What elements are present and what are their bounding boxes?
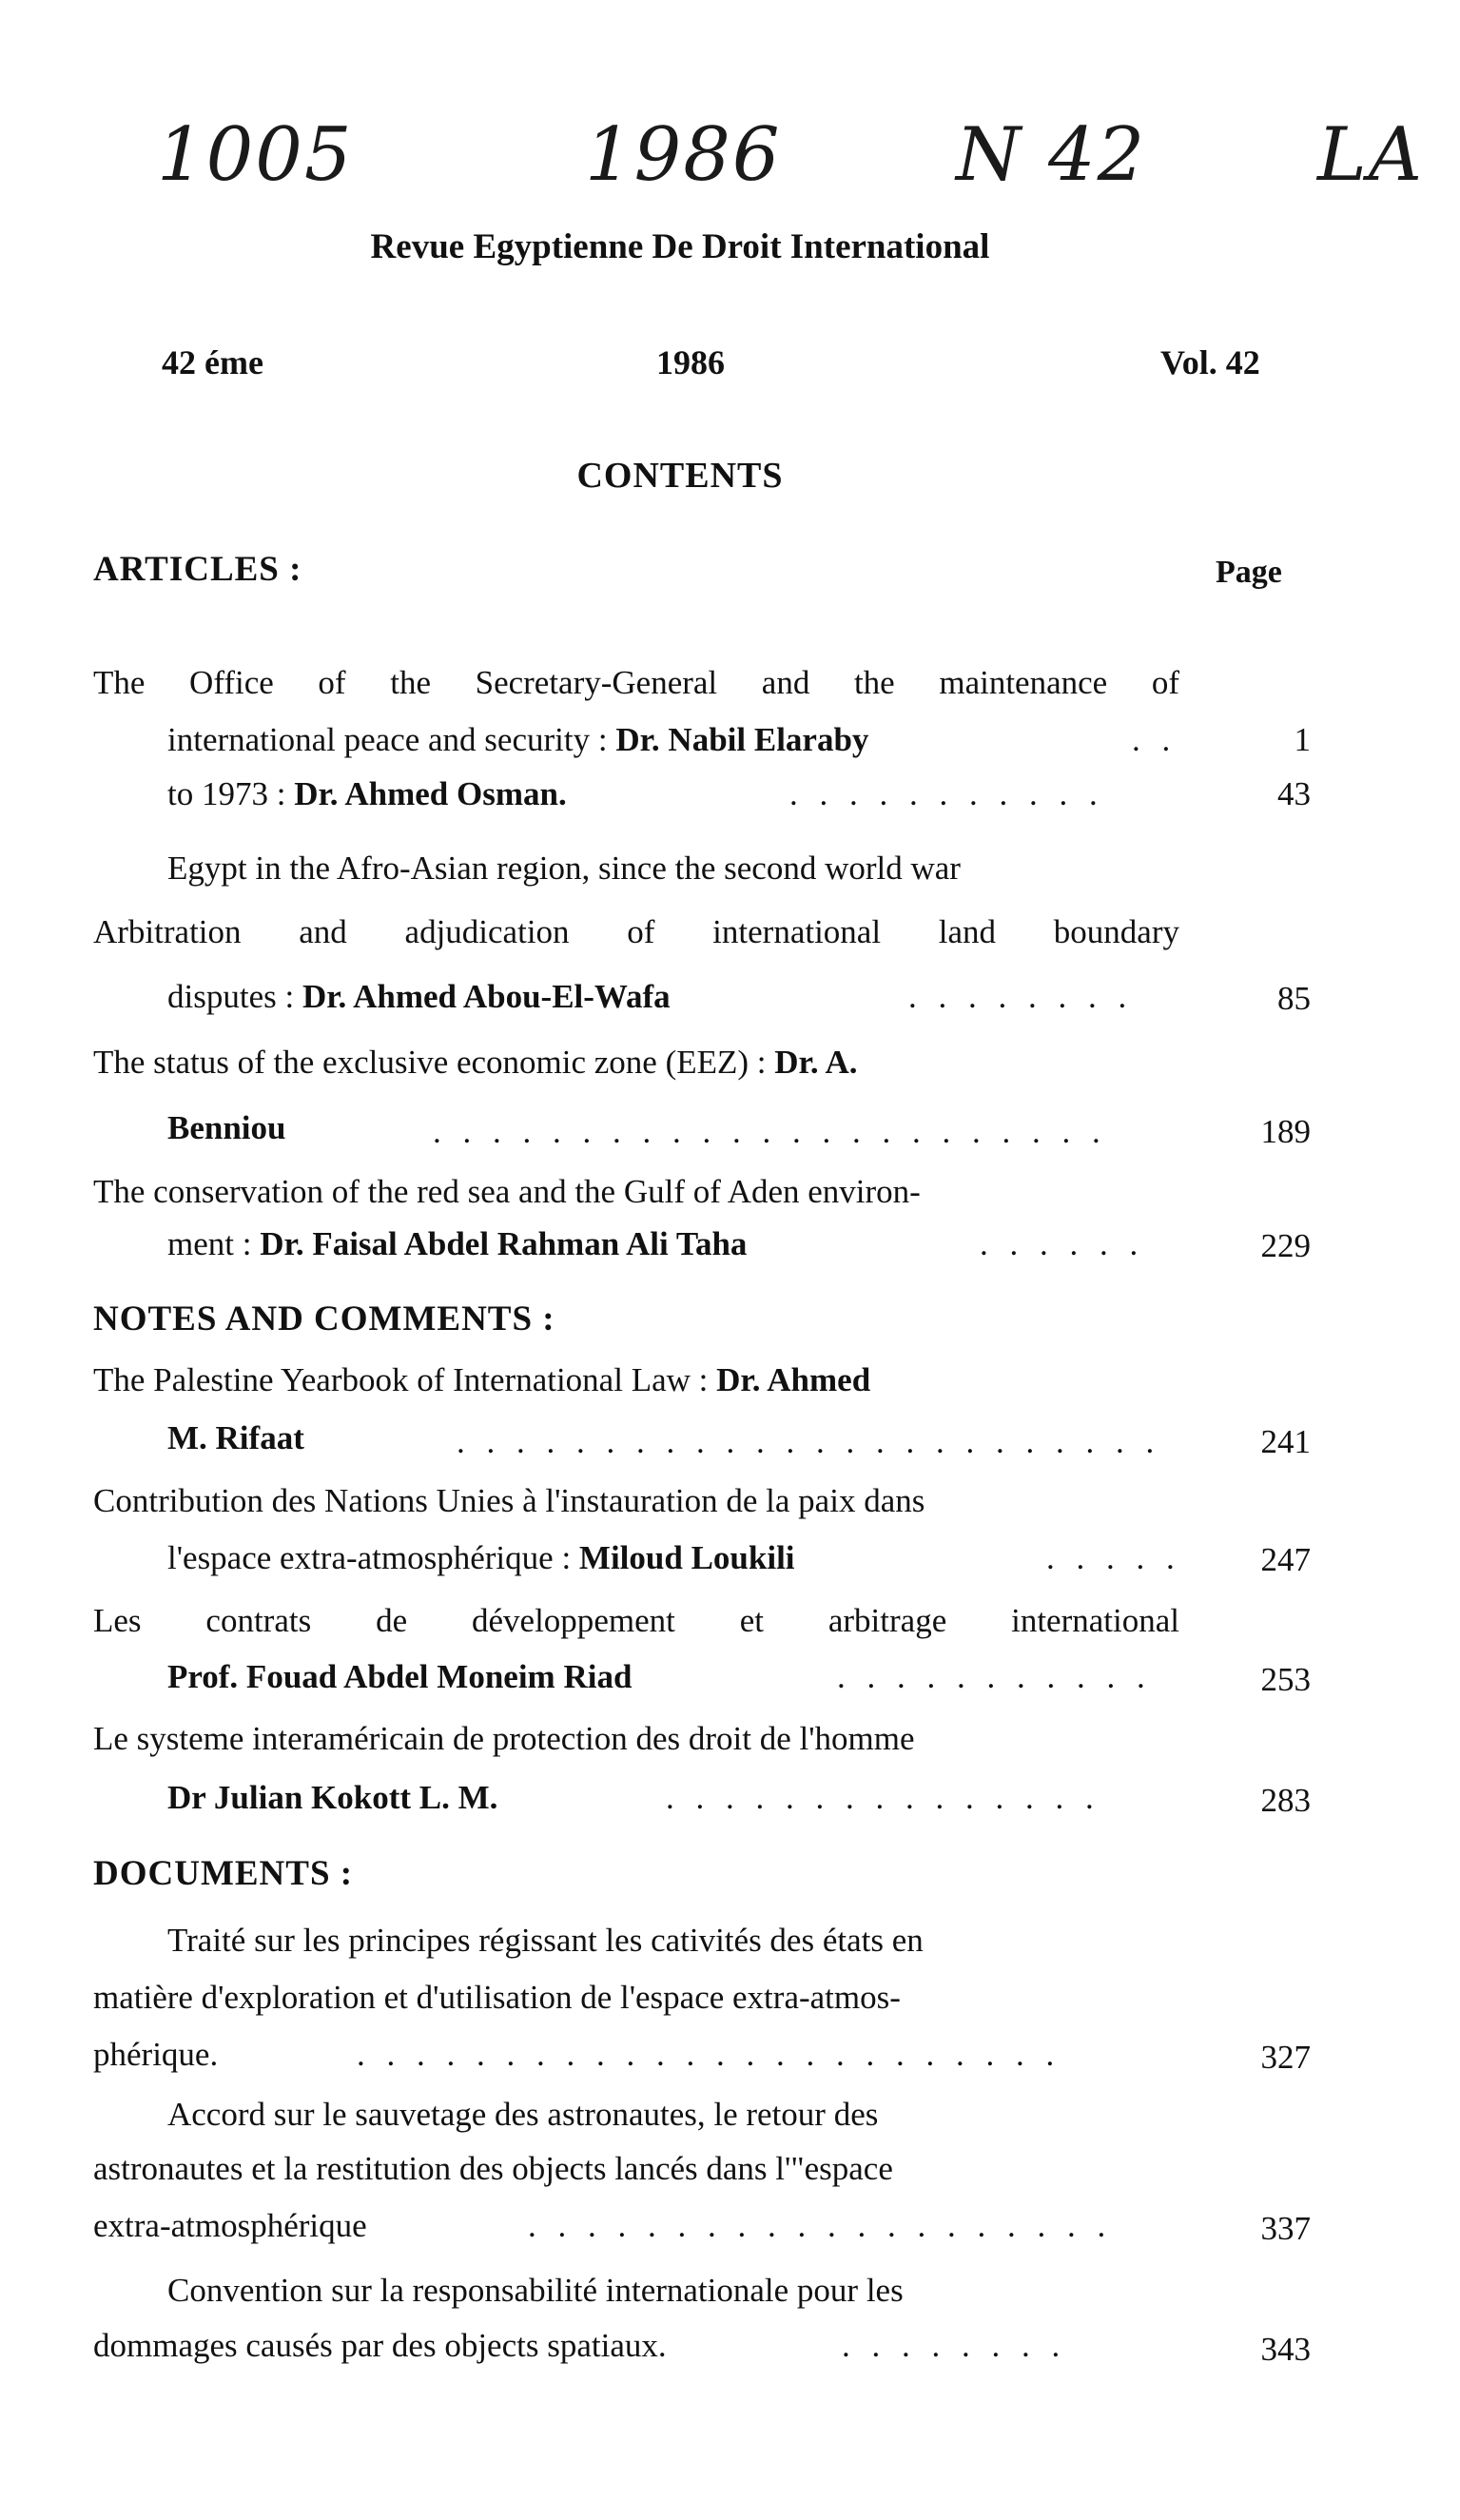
toc-entry-line: dommages causés par des objects spatiaux.: [93, 2327, 667, 2364]
toc-leader-dots: . . . . . . . .: [908, 978, 1134, 1015]
toc-entry-line: [167, 1781, 497, 1814]
volume-number: Vol. 42: [1160, 343, 1260, 381]
toc-leader-dots: . . . . . . . . . . .: [789, 775, 1104, 812]
toc-author: Dr Julian Kokott L. M.: [167, 1779, 498, 1816]
articles-heading: ARTICLES :: [93, 550, 302, 589]
notes-heading: NOTES AND COMMENTS :: [93, 1299, 555, 1338]
toc-entry-line: Traité sur les principes régissant les cativités des états en: [167, 1922, 924, 1959]
handwritten-note-2: 1986: [585, 112, 782, 198]
toc-page-number: 283: [1260, 1782, 1311, 1819]
contents-heading: CONTENTS: [576, 456, 784, 496]
toc-entry-line: The conservation of the red sea and the Gulf of Aden environ-: [93, 1173, 921, 1210]
toc-leader-dots: . . . . .: [1046, 1539, 1181, 1576]
toc-entry-line: Arbitration and adjudication of international land boundary: [93, 913, 1179, 950]
toc-author: Dr. Ahmed Abou-El-Wafa: [302, 978, 671, 1015]
toc-author: Dr. Faisal Abdel Rahman Ali Taha: [260, 1225, 748, 1262]
toc-entry-line: Contribution des Nations Unies à l'instauration de la paix dans: [93, 1482, 925, 1519]
toc-page-number: 327: [1260, 2039, 1311, 2076]
toc-author: Prof. Fouad Abdel Moneim Riad: [167, 1658, 633, 1695]
toc-author: Benniou: [167, 1109, 286, 1146]
handwritten-note-4: LA: [1317, 112, 1425, 198]
toc-author: Dr. A.: [774, 1044, 858, 1081]
toc-page-number: 1: [1294, 721, 1311, 758]
toc-entry-line: Le systeme interaméricain de protection des droit de l'homme: [93, 1720, 915, 1757]
toc-leader-dots: . . . . . . . .: [842, 2327, 1067, 2364]
toc-entry-line: ment : Dr. Faisal Abdel Rahman Ali Taha: [167, 1225, 748, 1262]
journal-title: Revue Egyptienne De Droit International: [370, 227, 990, 266]
toc-entry-line: matière d'exploration et d'utilisation de l'espace extra-atmos-: [93, 1979, 901, 2016]
toc-leader-dots: . . . . . . . . . . . . . . . . . . . . . . . .: [357, 2036, 1061, 2073]
toc-leader-dots: . .: [1132, 721, 1178, 758]
toc-page-number: 337: [1260, 2210, 1311, 2247]
toc-entry-line: international peace and security : Dr. Nabil Elaraby: [167, 721, 869, 758]
toc-entry-line: Egypt in the Afro-Asian region, since the second world war: [167, 850, 961, 887]
toc-author: M. Rifaat: [167, 1419, 304, 1456]
toc-entry-line: The status of the exclusive economic zone (EEZ) : Dr. A.: [93, 1044, 858, 1081]
toc-entry-line: phérique.: [93, 2036, 219, 2073]
toc-entry-line: l'espace extra-atmosphérique : Miloud Loukili: [167, 1539, 795, 1576]
page-column-heading: Page: [1216, 555, 1282, 590]
toc-author: Miloud Loukili: [578, 1539, 795, 1576]
toc-entry-line: to 1973 : Dr. Ahmed Osman.: [167, 775, 567, 812]
toc-author: Dr. Ahmed Osman.: [294, 775, 567, 812]
handwritten-note-3: N 42: [956, 112, 1147, 198]
handwritten-note-1: 1005: [157, 112, 354, 198]
documents-heading: DOCUMENTS :: [93, 1854, 354, 1893]
toc-page-number: 343: [1260, 2331, 1311, 2368]
toc-entry-line: The Office of the Secretary-General and the maintenance of: [93, 664, 1179, 701]
toc-entry-line: Les contrats de développement et arbitrage international: [93, 1602, 1179, 1639]
toc-page-number: 241: [1260, 1423, 1311, 1460]
issue-number: 42 éme: [162, 343, 263, 381]
toc-leader-dots: . . . . . . . . . . . . . . .: [666, 1779, 1100, 1816]
issue-year: 1986: [656, 343, 725, 381]
toc-entry-line: extra-atmosphérique: [93, 2207, 367, 2244]
toc-page-number: 189: [1260, 1113, 1311, 1150]
toc-leader-dots: . . . . . . . . . . .: [837, 1658, 1152, 1695]
toc-entry-line: [167, 1421, 304, 1455]
toc-leader-dots: . . . . . . . . . . . . . . . . . . . .: [528, 2207, 1113, 2244]
toc-entry-line: [167, 1111, 286, 1144]
toc-leader-dots: . . . . . . . . . . . . . . . . . . . . . . . .: [457, 1423, 1161, 1460]
toc-entry-line: Accord sur le sauvetage des astronautes, le retour des: [167, 2096, 879, 2133]
toc-entry-line: astronautes et la restitution des objects lancés dans l'"espace: [93, 2150, 893, 2187]
toc-entry-line: disputes : Dr. Ahmed Abou-El-Wafa: [167, 978, 671, 1015]
toc-leader-dots: . . . . . . . . . . . . . . . . . . . . . . .: [433, 1113, 1107, 1150]
toc-entry-line: The Palestine Yearbook of International Law : Dr. Ahmed: [93, 1361, 871, 1398]
toc-entry-line: Convention sur la responsabilité internationale pour les: [167, 2272, 904, 2309]
toc-page-number: 85: [1277, 980, 1311, 1017]
toc-author: Dr. Nabil Elaraby: [615, 721, 869, 758]
toc-page-number: 253: [1260, 1661, 1311, 1698]
toc-leader-dots: . . . . . .: [980, 1225, 1145, 1262]
toc-entry-line: [167, 1660, 632, 1693]
toc-page-number: 229: [1260, 1227, 1311, 1264]
toc-author: Dr. Ahmed: [716, 1361, 871, 1398]
toc-page-number: 43: [1277, 775, 1311, 812]
toc-page-number: 247: [1260, 1541, 1311, 1578]
